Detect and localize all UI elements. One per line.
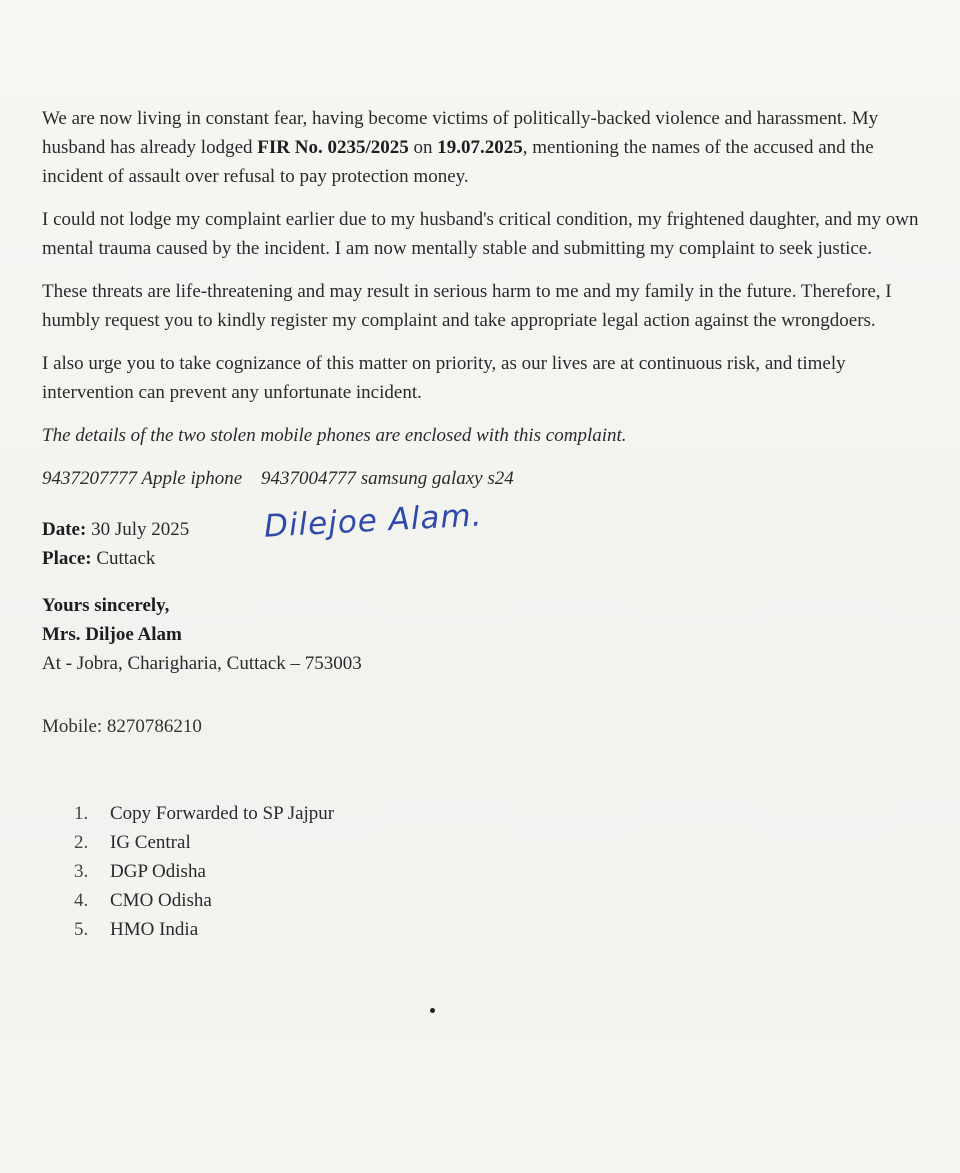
date-label: Date: xyxy=(42,519,87,540)
date-value: 30 July 2025 xyxy=(86,519,190,540)
date-line xyxy=(42,515,938,544)
salutation: Yours sincerely, xyxy=(42,595,170,616)
place-label: Place: xyxy=(42,548,92,569)
paragraph-threats: These threats are life-threatening and may result in serious harm to me and my family in the future. Therefore, I humbly request you to kindly register my complaint and take appropriate legal action against the wrongdoers. xyxy=(42,281,892,331)
sender-name: Mrs. Diljoe Alam xyxy=(42,624,182,645)
closing-block xyxy=(42,591,938,678)
phone-2: 9437004777 samsung galaxy s24 xyxy=(260,468,514,489)
handwritten-signature: Dilejoe Alam. xyxy=(263,497,484,545)
list-item: 4. CMO Odisha xyxy=(74,890,212,911)
list-item: 5. HMO India xyxy=(74,919,199,940)
place-line xyxy=(42,544,938,573)
paragraph-fir xyxy=(42,104,938,191)
paragraph-fir-rest: , mentioning the names of the accused and the incident of assault over refusal to pay protection money. xyxy=(42,137,874,187)
copy-forwarded-list xyxy=(42,799,938,944)
list-item: 2. IG Central xyxy=(74,832,191,853)
place-value: Cuttack xyxy=(91,548,156,569)
paragraph-urgency: I also urge you to take cognizance of this matter on priority, as our lives are at continuous risk, and timely intervention can prevent any unfortunate incident. xyxy=(42,353,846,403)
sender-address: At - Jobra, Charigharia, Cuttack – 753003 xyxy=(42,653,362,674)
sender-mobile: Mobile: 8270786210 xyxy=(42,716,202,737)
list-item: 3. DGP Odisha xyxy=(74,861,206,882)
fir-number: FIR No. 0235/2025 xyxy=(257,137,409,158)
list-item: 1. Copy Forwarded to SP Jajpur xyxy=(74,803,335,824)
stray-ink-dot xyxy=(430,1008,435,1013)
paragraph-enclosure: The details of the two stolen mobile phones are enclosed with this complaint. xyxy=(42,425,627,446)
paragraph-delay: I could not lodge my complaint earlier due to my husband's critical condition, my frightened daughter, and my own mental trauma caused by the incident. I am now mentally stable and submitting my complaint to seek justice. xyxy=(42,209,919,259)
phone-1: 9437207777 Apple iphone xyxy=(42,468,243,489)
paragraph-fir-intro: We are now living in constant fear, having become victims of politically-backed violence and harassment. My husband has already lodged xyxy=(42,108,879,158)
date-place-block xyxy=(42,497,938,573)
paragraph-fir-on: on xyxy=(408,137,438,158)
stolen-phones xyxy=(42,464,938,493)
fir-date: 19.07.2025 xyxy=(437,137,523,158)
letter-body xyxy=(42,104,938,944)
